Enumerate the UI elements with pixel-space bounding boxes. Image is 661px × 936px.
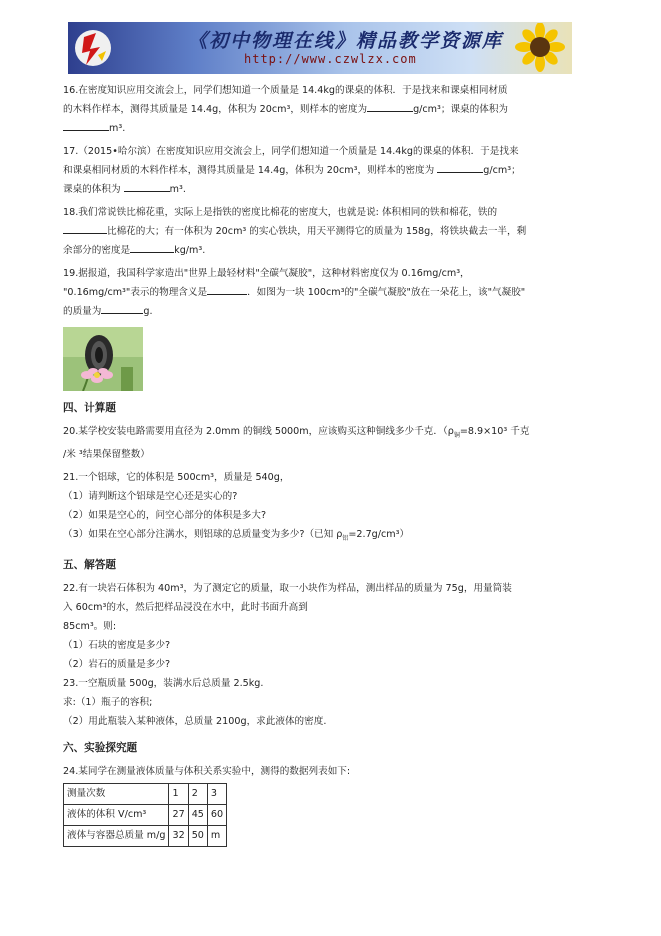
q22-line1: 22.有一块岩石体积为 40m³，为了测定它的质量，取一小块作为样品，测出样品的质量为 75g，用量筒装 bbox=[63, 582, 512, 594]
table-row-header: 液体的体积 V/cm³ bbox=[64, 804, 169, 825]
table-cell: 3 bbox=[207, 783, 226, 804]
q22-sub1: （1）石块的密度是多少? bbox=[63, 639, 171, 651]
q17-line2-unit: g/cm³； bbox=[483, 165, 521, 176]
document-body bbox=[63, 77, 605, 847]
q19-line2 bbox=[63, 283, 605, 302]
table-row-header: 测量次数 bbox=[64, 783, 169, 804]
q18-line2-text: 比棉花的大；有一体积为 20cm³ 的实心铁块，用天平测得它的质量为 158g，将铁块截去一半，剩 bbox=[107, 226, 527, 237]
aerogel-on-flower-photo bbox=[63, 327, 143, 391]
q21-sub3 bbox=[63, 525, 605, 548]
question-23 bbox=[63, 674, 605, 731]
q19-line2-text: "0.16mg/cm³"表示的物理含义是 bbox=[63, 287, 208, 298]
table-cell: 32 bbox=[169, 825, 188, 846]
q21-sub1: （1）请判断这个铝球是空心还是实心的? bbox=[63, 490, 238, 502]
q22-line2: 入 60cm³的水，然后把样品浸没在水中，此时书面升高到 bbox=[63, 601, 308, 613]
q23-sub2: （2）用此瓶装入某种液体，总质量 2100g，求此液体的密度. bbox=[63, 715, 327, 727]
q16-line2-text: 的木料作样本，测得其质量是 14.4g，体积为 20cm³，则样本的密度为 bbox=[63, 104, 368, 115]
q17-line1: 17.（2015•哈尔滨）在密度知识应用交流会上，同学们想知道一个质量是 14.4kg的课桌的体积．于是找来 bbox=[63, 146, 519, 157]
answer-blank bbox=[101, 302, 143, 314]
table-cell: 50 bbox=[188, 825, 207, 846]
measurement-table bbox=[63, 783, 227, 847]
q17-line3-unit: m³. bbox=[169, 184, 186, 195]
q18-line1: 18.我们常说铁比棉花重，实际上是指铁的密度比棉花的密度大，也就是说: 体积相同的铁和棉花，铁的 bbox=[63, 207, 498, 218]
q16-line2-unit: g/cm³；课桌的体积为 bbox=[413, 104, 509, 115]
header-banner bbox=[68, 22, 572, 74]
table-row bbox=[64, 783, 227, 804]
question-17 bbox=[63, 142, 605, 199]
question-19 bbox=[63, 264, 605, 391]
q16-line2 bbox=[63, 100, 605, 119]
table-cell: 2 bbox=[188, 783, 207, 804]
q19-line3 bbox=[63, 302, 605, 321]
q17-line2-text: 和课桌相同材质的木料作样本，测得其质量是 14.4g，体积为 20cm³，则样本的密度为 bbox=[63, 165, 435, 176]
table-cell: m bbox=[207, 825, 226, 846]
q19-line3-text: 的质量为 bbox=[63, 306, 102, 317]
table-cell: 45 bbox=[188, 804, 207, 825]
q22-sub2: （2）岩石的质量是多少? bbox=[63, 658, 171, 670]
q24-line1: 24.某同学在测量液体质量与体积关系实验中，测得的数据列表如下: bbox=[63, 765, 351, 777]
q20-copper-subscript: 铜 bbox=[453, 431, 460, 439]
table-row-header: 液体与容器总质量 m/g bbox=[64, 825, 169, 846]
header-url[interactable]: http://www.czwlzx.com bbox=[244, 52, 417, 66]
q20-line1-value: =8.9×10³ 千克 bbox=[459, 426, 530, 437]
question-21 bbox=[63, 468, 605, 548]
q18-line3-unit: kg/m³. bbox=[174, 245, 206, 256]
q21-sub3-value: =2.7g/cm³） bbox=[348, 528, 410, 540]
q20-line1-text: 20.某学校安装电路需要用直径为 2.0mm 的铜线 5000m，应该购买这种铜线多少千克．（ρ bbox=[63, 426, 454, 437]
q17-line2 bbox=[63, 161, 605, 180]
q17-line3 bbox=[63, 180, 605, 199]
q21-line1: 21.一个铝球，它的体积是 500cm³，质量是 540g， bbox=[63, 471, 290, 483]
section-heading-answer: 五、解答题 bbox=[63, 558, 116, 571]
question-16 bbox=[63, 81, 605, 138]
header-title: 《初中物理在线》精品教学资源库 bbox=[188, 30, 504, 52]
q20-line2: /米 ³结果保留整数） bbox=[63, 448, 150, 460]
q22-line3: 85cm³。则: bbox=[63, 620, 117, 632]
q18-line2 bbox=[63, 222, 605, 241]
site-logo-icon bbox=[72, 25, 114, 71]
table-cell: 60 bbox=[207, 804, 226, 825]
table-cell: 1 bbox=[169, 783, 188, 804]
question-22 bbox=[63, 579, 605, 674]
answer-blank bbox=[207, 283, 247, 295]
q19-line2-text2: ．如图为一块 100cm³的"全碳气凝胶"放在一朵花上，该"气凝胶" bbox=[247, 287, 526, 298]
table-row bbox=[64, 825, 227, 846]
table-row bbox=[64, 804, 227, 825]
answer-blank bbox=[63, 222, 107, 234]
q19-line1: 19.据报道，我国科学家造出"世界上最轻材料"全碳气凝胶"，这种材料密度仅为 0.16mg/cm³， bbox=[63, 268, 470, 279]
table-cell: 27 bbox=[169, 804, 188, 825]
q17-line3-text: 课桌的体积为 bbox=[63, 184, 121, 195]
q18-line3-text: 余部分的密度是 bbox=[63, 245, 131, 256]
q21-sub2: （2）如果是空心的，问空心部分的体积是多大? bbox=[63, 509, 267, 521]
q16-line3 bbox=[63, 119, 605, 138]
q16-line3-unit: m³. bbox=[109, 123, 126, 134]
q19-line3-unit: g. bbox=[143, 306, 153, 317]
q23-line1: 23.一空瓶质量 500g，装满水后总质量 2.5kg. bbox=[63, 677, 264, 689]
answer-blank bbox=[63, 119, 109, 131]
answer-blank bbox=[130, 241, 174, 253]
section-heading-experiment: 六、实验探究题 bbox=[63, 741, 138, 754]
question-24 bbox=[63, 762, 605, 847]
q21-sub3-text: （3）如果在空心部分注满水，则铝球的总质量变为多少?（已知 ρ bbox=[63, 528, 343, 540]
q20-line1 bbox=[63, 422, 605, 445]
question-20 bbox=[63, 422, 605, 464]
q21-aluminum-subscript: 铝 bbox=[342, 534, 349, 542]
q18-line3 bbox=[63, 241, 605, 260]
q23-sub1: 求:（1）瓶子的容积; bbox=[63, 696, 153, 708]
answer-blank bbox=[437, 161, 483, 173]
question-18 bbox=[63, 203, 605, 260]
answer-blank bbox=[124, 180, 170, 192]
answer-blank bbox=[367, 100, 413, 112]
q16-line1: 16.在密度知识应用交流会上，同学们想知道一个质量是 14.4kg的课桌的体积．于是找来和课桌相同材质 bbox=[63, 85, 508, 96]
sunflower-icon bbox=[512, 23, 568, 73]
section-heading-calculation: 四、计算题 bbox=[63, 402, 116, 414]
